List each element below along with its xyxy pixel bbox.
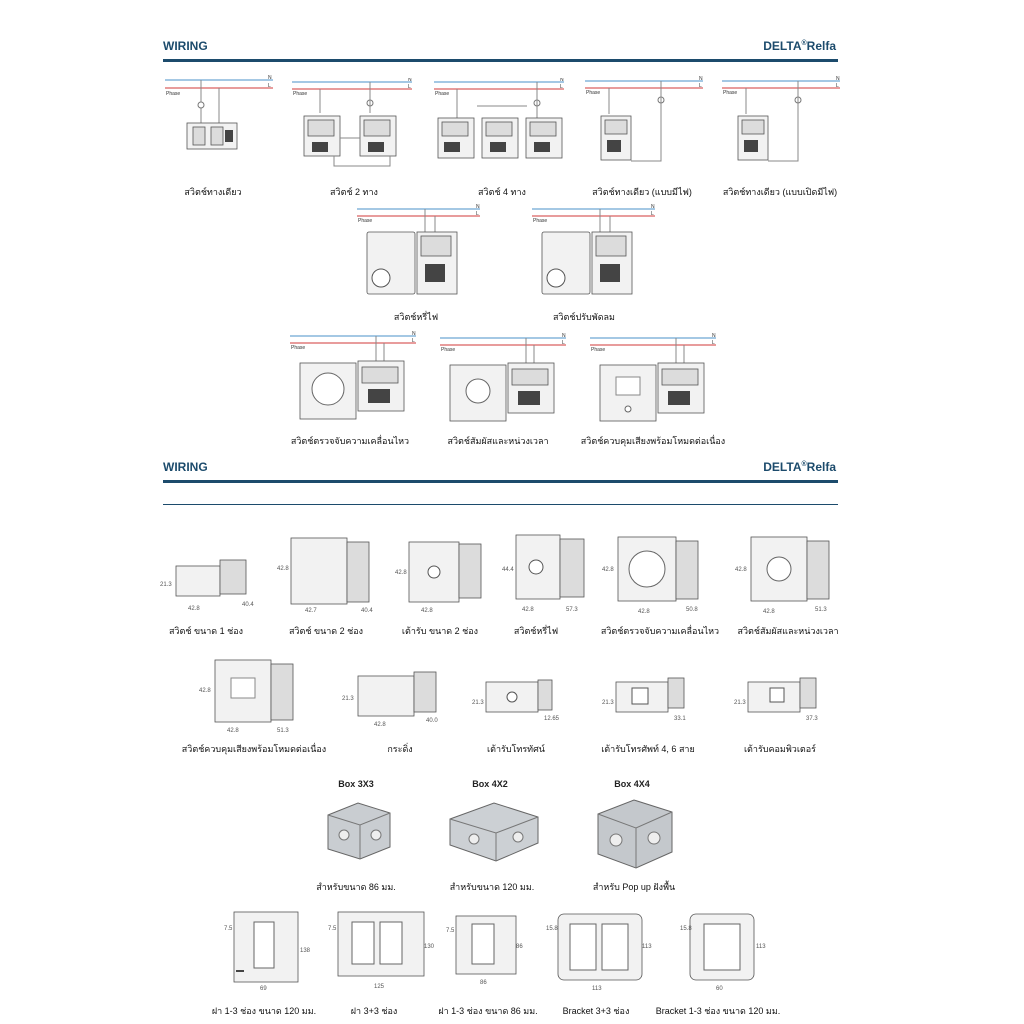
caption-plate: Bracket 1-3 ช่อง ขนาด 120 มม. [655,1006,781,1016]
svg-text:113: 113 [592,986,602,992]
svg-text:N: N [836,76,840,82]
svg-text:N: N [699,76,703,82]
svg-text:51.3: 51.3 [815,607,827,613]
svg-text:L: L [268,83,271,89]
svg-text:42.8: 42.8 [735,567,747,573]
svg-text:Phase: Phase [723,90,738,96]
caption-wiring: สวิตช์หรี่ไฟ [393,312,439,322]
svg-text:L: L [408,84,411,90]
caption-dimension: เต้ารับโทรทัศน์ [487,744,545,754]
svg-text:113: 113 [756,944,766,950]
svg-text:138: 138 [300,948,311,954]
caption-wiring: สวิตช์ทางเดียว (แบบเปิดมีไฟ) [722,187,838,197]
caption-wiring: สวิตช์ทางเดียว (แบบมีไฟ) [592,187,692,197]
svg-text:Phase: Phase [291,345,306,351]
svg-text:N: N [476,204,480,210]
svg-text:N: N [560,78,564,83]
svg-text:86: 86 [480,980,487,986]
brand-logo: DELTA®Relfa [763,39,836,53]
svg-text:N: N [268,75,272,81]
svg-text:L: L [651,211,654,217]
section-title: WIRING [163,460,208,474]
svg-text:Phase: Phase [166,91,181,97]
svg-text:L: L [836,83,839,89]
caption-plate: Bracket 3+3 ช่อง [562,1006,630,1016]
svg-text:21.3: 21.3 [734,700,746,706]
svg-text:42.8: 42.8 [277,566,289,572]
svg-text:42.8: 42.8 [763,609,775,615]
svg-text:Phase: Phase [293,91,308,97]
svg-text:L: L [412,338,415,344]
svg-text:L: L [699,83,702,89]
caption-dimension: เต้ารับ ขนาด 2 ช่อง [401,626,479,636]
caption-dimension: สวิตช์หรี่ไฟ [513,626,559,636]
svg-text:L: L [476,211,479,217]
svg-text:40.0: 40.0 [426,718,438,724]
svg-text:60: 60 [716,986,723,992]
svg-text:L: L [712,340,715,346]
svg-text:42.8: 42.8 [638,609,650,615]
brand-logo: DELTA®Relfa [763,460,836,474]
svg-text:Phase: Phase [533,218,548,224]
svg-text:21.3: 21.3 [602,700,614,706]
caption-wiring: สวิตช์ควบคุมเสียงพร้อมโหมดต่อเนื่อง [580,436,726,446]
svg-text:7.5: 7.5 [328,926,337,932]
svg-text:Phase: Phase [358,218,373,224]
divider [163,504,838,505]
svg-text:125: 125 [374,984,385,990]
svg-text:21.3: 21.3 [342,696,354,702]
caption-dimension: เต้ารับโทรศัพท์ 4, 6 สาย [601,744,695,754]
caption-dimension: สวิตช์สัมผัสและหน่วงเวลา [737,626,839,636]
caption-wiring: สวิตช์ทางเดียว [184,187,242,197]
caption-wiring: สวิตช์ตรวจจับความเคลื่อนไหว [290,436,410,446]
svg-text:21.3: 21.3 [160,582,172,588]
svg-text:40.4: 40.4 [242,602,254,608]
caption-dimension: สวิตช์ควบคุมเสียงพร้อมโหมดต่อเนื่อง [181,744,327,754]
svg-text:21.3: 21.3 [472,700,484,706]
caption-wiring: สวิตช์ 4 ทาง [478,187,526,197]
svg-text:42.8: 42.8 [395,570,407,576]
svg-text:L: L [560,84,563,90]
svg-text:86: 86 [516,944,523,950]
svg-text:N: N [408,78,412,83]
svg-text:42.8: 42.8 [188,606,200,612]
svg-text:Phase: Phase [591,347,606,353]
svg-text:42.8: 42.8 [421,608,433,614]
section-title: WIRING [163,39,208,53]
svg-text:N: N [562,333,566,339]
svg-text:42.8: 42.8 [374,722,386,728]
svg-text:51.3: 51.3 [277,728,289,734]
svg-text:50.8: 50.8 [686,607,698,613]
box-title: Box 4X2 [472,779,508,789]
svg-text:42.8: 42.8 [602,567,614,573]
caption-dimension: สวิตช์ ขนาด 1 ช่อง [168,626,244,636]
svg-text:44.4: 44.4 [502,567,514,573]
svg-text:Phase: Phase [441,347,456,353]
box-title: Box 3X3 [338,779,374,789]
svg-text:N: N [412,331,416,337]
svg-text:42.8: 42.8 [227,728,239,734]
svg-text:Phase: Phase [586,90,601,96]
caption-dimension: สวิตช์ ขนาด 2 ช่อง [288,626,364,636]
caption-box: สำหรับขนาด 86 มม. [316,882,396,892]
caption-dimension: กระดิ่ง [387,744,413,754]
svg-text:33.1: 33.1 [674,716,686,722]
svg-text:15.8: 15.8 [680,926,692,932]
caption-box: สำหรับ Pop up ฝังพื้น [592,882,676,892]
svg-text:69: 69 [260,986,267,992]
svg-text:L: L [562,340,565,346]
svg-text:7.5: 7.5 [446,928,455,934]
svg-text:N: N [712,333,716,339]
svg-text:113: 113 [642,944,652,950]
svg-text:12.65: 12.65 [544,716,560,722]
caption-plate: ฝา 1-3 ช่อง ขนาด 120 มม. [211,1006,317,1016]
caption-plate: ฝา 3+3 ช่อง [350,1006,398,1016]
svg-text:57.3: 57.3 [566,607,578,613]
svg-text:42.7: 42.7 [305,608,317,614]
caption-box: สำหรับขนาด 120 มม. [449,882,535,892]
svg-text:42.8: 42.8 [522,607,534,613]
section-header-wiring-bottom [163,458,838,483]
caption-plate: ฝา 1-3 ช่อง ขนาด 86 มม. [438,1006,538,1016]
caption-wiring: สวิตช์ปรับพัดลม [553,312,615,322]
svg-text:40.4: 40.4 [361,608,373,614]
svg-text:7.5: 7.5 [224,926,233,932]
box-title: Box 4X4 [614,779,650,789]
svg-text:15.8: 15.8 [546,926,558,932]
caption-dimension: เต้ารับคอมพิวเตอร์ [743,744,817,754]
section-header-wiring-top [163,37,838,62]
svg-text:42.8: 42.8 [199,688,211,694]
svg-text:130: 130 [424,944,435,950]
caption-dimension: สวิตช์ตรวจจับความเคลื่อนไหว [600,626,720,636]
caption-wiring: สวิตช์สัมผัสและหน่วงเวลา [447,436,549,446]
svg-text:Phase: Phase [435,91,450,97]
svg-text:N: N [651,204,655,210]
svg-text:37.3: 37.3 [806,716,818,722]
caption-wiring: สวิตช์ 2 ทาง [330,187,378,197]
